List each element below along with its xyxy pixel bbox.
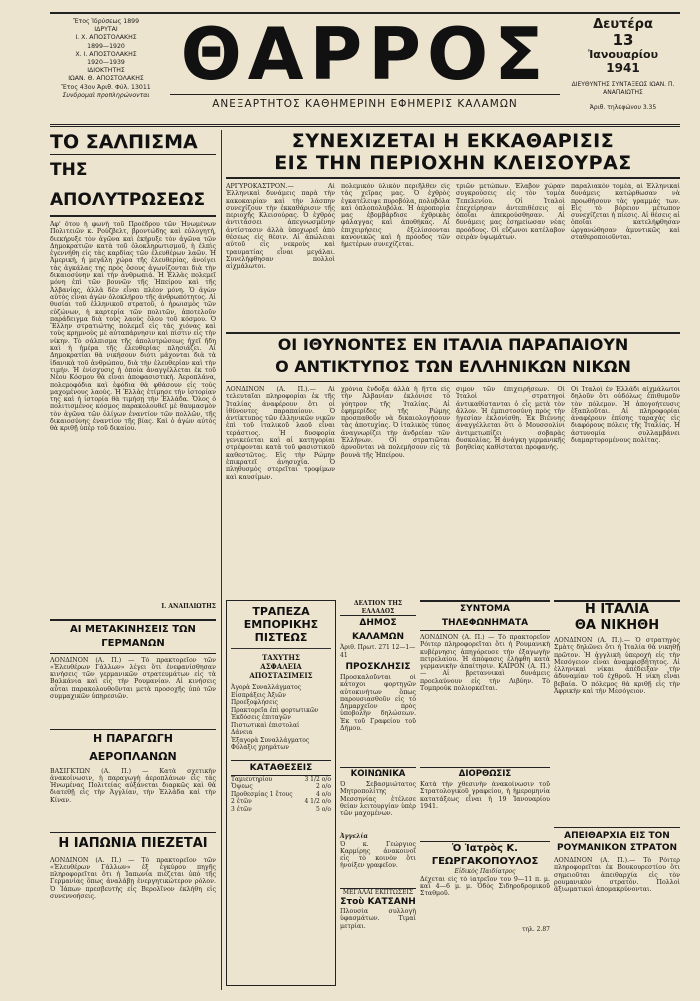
bank-speed: ΤΑΧΥΤΗΣ: [262, 653, 300, 662]
phone-number: Ἀριθ. τηλεφώνου 3.35: [589, 104, 657, 111]
middle-story-col-1: ΛΟΝΔΙΝΟΝ (Α. Π.).— Αἱ τελευταῖαι πληροφορίαι ἐκ τῆς Ἰταλίας ἀναφέρουν ὅτι οἱ ἰθύνοντες παραπαίουν. Ὁ ἀντίκτυπος τῶν ἑλληνικῶν νικῶν ἐπὶ τοῦ ἰταλικοῦ λαοῦ εἶναι τεράστιος. Ἡ δυσφορία γενικεύεται καὶ αἱ κατηγορίαι στρέφονται κατὰ τοῦ φασιστικοῦ καθεστῶτος. Εἰς τὴν Ρώμην ἐπικρατεῖ ἀνησυχία. Ὁ πληθυσμὸς στερεῖται τροφίμων καὶ καυσίμων.: [226, 386, 335, 481]
deposit-label: Προθεσμίας 1 ἔτους: [231, 790, 293, 798]
headline-italy: Η ΙΤΑΛΙΑ: [554, 600, 680, 618]
notices-column: [340, 600, 416, 986]
doctor-body: Δέχεται εἰς τὸ ἰατρεῖον του 9—11 π. μ. καὶ 4—6 μ. μ. Ὁδὸς Σιδηροδρομικοῦ Σταθμοῦ.: [420, 875, 550, 898]
correction-body: Κατὰ τὴν χθεσινὴν ἀνακοίνωσιν τοῦ Στρατολογικοῦ γραφείου, ἡ ἡμερομηνία κατατάξεως εἶναι ἡ 19 Ἰανουαρίου 1941.: [420, 781, 550, 810]
deposit-label: 2 ἐτῶν: [231, 798, 252, 805]
social-news-title: ΚΟΙΝΩΝΙΚΑ: [340, 767, 416, 781]
bank-service-1: Ἀγορὰ Συναλλάγματος: [231, 684, 302, 691]
germans-body: ΛΟΝΔΙΝΟΝ (Α. Π.) — Τὸ πρακτορεῖον τῶν «Ἐλευθέρων Γάλλων» λέγει ὅτι ἐνεφανίσθησαν κινήσεις τῶν γερμανικῶν στρατευμάτων εἰς τὰ Βαλκάνια καὶ εἰς τὴν Ρουμανίαν. Αἱ κινήσεις αὗται παρακολουθοῦνται μετὰ προσοχῆς ὑπὸ τῶν συμμαχικῶν ὑπηρεσιῶν.: [50, 656, 216, 700]
middle-headline-1: ΟΙ ΙΘΥΝΟΝΤΕΣ ΕΝ ΙΤΑΛΙΑ ΠΑΡΑΠΑΙΟΥΝ: [277, 335, 629, 354]
middle-headline-2: Ο ΑΝΤΙΚΤΥΠΟΣ ΤΩΝ ΕΛΛΗΝΙΚΩΝ ΝΙΚΩΝ: [226, 356, 680, 382]
headline-japan: Η ΙΑΠΩΝΙΑ ΠΙΕΖΕΤΑΙ: [50, 832, 216, 855]
issue-number: Ἔτος 43ον Ἀριθ. Φύλ. 13011: [61, 83, 151, 91]
bank-service-3: Προεξοφλήσεις: [231, 699, 278, 706]
italy-body: ΛΟΝΔΙΝΟΝ (Α. Π.).— Ὁ στρατηγὸς Σμὰτς δηλῶνει ὅτι ἡ Ἰταλία θὰ νικηθῇ πρῶτον. Ἡ ἀγγλικὴ ὑπεροχὴ εἰς τὴν Μεσόγειον εἶναι ἀναμφισβήτητος. Αἱ ἑλληνικαὶ νίκαι ἀπέδειξαν τὴν ἀδυναμίαν τοῦ ἐχθροῦ. Ἡ νίκη εἶναι βεβαία. Ὁ πόλεμος θὰ κριθῇ εἰς τὴν Ἀφρικὴν καὶ τὴν Μεσόγειον.: [554, 637, 680, 696]
deposit-label: Ταμιευτηρίου: [231, 775, 273, 783]
invitation-body: Προσκαλοῦνται οἱ κάτοχοι φορτηγῶν αὐτοκινήτων ὅπως παρουσιασθοῦν εἰς τὸ Δημαρχεῖον πρὸς ὑποβολὴν δηλώσεων. Ἐκ τοῦ Γραφείου τοῦ Δήμου.: [340, 674, 416, 733]
bank-safety: ΑΣΦΑΛΕΙΑ: [260, 662, 302, 671]
deposit-rate: 2 ο/ο: [316, 783, 331, 790]
doctor-specialty: Εἰδικὸς Παιδίατρος: [454, 868, 516, 875]
bulletin-title: ΔΕΛΤΙΟΝ ΤΗΣ ΕΛΛΑΔΟΣ: [340, 600, 416, 616]
top-headline-2: ΕΙΣ ΤΗΝ ΠΕΡΙΟΧΗΝ ΚΛΕΙΣΟΥΡΑΣ: [226, 152, 680, 179]
doctor-name: Ὁ Ἰατρὸς Κ. ΓΕΩΡΓΑΚΟΠΟΥΛΟΣ: [420, 841, 550, 868]
bank-advertisement: [226, 600, 336, 986]
announcement-title: Ἀγγελία: [340, 833, 368, 840]
masthead-date: [568, 18, 678, 111]
deposit-row: [231, 806, 331, 814]
date-year: 1941: [606, 61, 640, 75]
owner-name: ΙΩΑΝ. Θ. ΑΠΟΣΤΟΛΑΚΗΣ: [68, 75, 144, 83]
romanian-body: ΛΟΝΔΙΝΟΝ (Α. Π.).— Τὸ Ρόιτερ πληροφορεῖται ἐκ Βουκουρεστίου ὅτι σημειοῦται ἀπειθαρχία εἰς τὸν ρουμανικὸν στρατόν. Πολλοὶ ἀξιωματικοὶ ἀπομακρύνονται.: [554, 857, 680, 894]
telegraph-body: ΛΟΝΔΙΝΟΝ (Α. Π.) — Τὸ πρακτορεῖον Ρόιτερ πληροφορεῖται ὅτι ἡ Ρουμανικὴ κυβέρνησις ἀπηγόρευσε τὴν ἐξαγωγὴν πετρελαίου. Ἡ ἀπόφασις ἐλήφθη κατὰ γερμανικὴν ἀπαίτησιν. ΚΑΪΡΟΝ (Α. Π.) — Αἱ βρεταννικαὶ δυνάμεις προελαύνουν εἰς τὴν Λιβύην. Τὸ Τομπρούκ πολιορκεῖται.: [420, 634, 550, 693]
telegraph-column: [420, 600, 550, 986]
japan-body: ΛΟΝΔΙΝΟΝ (Α. Π.) — Τὸ πρακτορεῖον τῶν «Ἐλευθέρων Γάλλων» ἐξ ἐγκύρου πηγῆς πληροφορεῖται ὅτι ἡ Ἰαπωνία πιέζεται ὑπὸ τῆς Γερμανίας ὅπως ἀναλάβῃ ἐνεργητικώτερον ρόλον. Ὁ Ἰάπων πρεσβευτὴς εἰς Βερολῖνον ἐκλήθη εἰς συνεννοήσεις.: [50, 856, 216, 900]
top-story-col-4: παραλιακὸν τομέα, αἱ Ἑλληνικαὶ δυνάμεις κατώρθωσαν νὰ προωθήσουν τὰς γραμμάς των. Εἰς τὸ βόρειον μέτωπον συνεχίζεται ἡ πίεσις. Αἱ θέσεις αἱ ὁποῖαι κατελήφθησαν ὠργανώθησαν ἀμυντικῶς καὶ σταθεροποιοῦνται.: [571, 183, 680, 242]
bank-discretion: ΑΠΟΣΤΑΣΙΜΕΙΣ: [249, 671, 313, 680]
top-story-col-1: ΑΡΓΥΡΟΚΑΣΤΡΟΝ.— Αἱ Ἑλληνικαὶ δυνάμεις παρὰ τὴν κακοκαιρίαν καὶ τὴν λάσπην συνεχίζουν τὴν ἐκκαθάρισιν τῆς περιοχῆς Κλεισούρας. Ὁ ἐχθρὸς ἀντιτάσσει ἀπεγνωσμένην ἀντίστασιν ἀλλὰ ὑποχωρεῖ ἀπὸ θέσεως εἰς θέσιν. Αἱ ἀπώλειαι αὐτοῦ εἰς νεκροὺς καὶ τραυματίας εἶναι μεγάλαι. Συνελήφθησαν πολλοὶ αἰχμάλωτοι.: [226, 183, 335, 271]
shop-name: Στοὺ ΚΑΤΣΑΝΗ: [340, 897, 416, 907]
newspaper-subtitle: ΑΝΕΞΑΡΤΗΤΟΣ ΚΑΘΗΜΕΡΙΝΗ ΕΦΗΜΕΡΙΣ ΚΑΛΑΜΩΝ: [170, 94, 560, 110]
social-news-body: Ὁ Σεβασμιώτατος Μητροπολίτης Μεσσηνίας ἐτέλεσε θείαν λειτουργίαν ὑπὲρ τῶν μαχομένων.: [340, 781, 416, 818]
bank-service-2: Εἰσπράξεις Ἀξιῶν: [231, 691, 286, 699]
headline-salpisma: ΤΟ ΣΑΛΠΙΣΜΑ: [50, 130, 216, 155]
founder-2-years: 1920—1939: [87, 59, 125, 67]
correction-title: ΔΙΟΡΘΩΣΙΣ: [420, 767, 550, 781]
bank-service-8: Ἐξαγορὰ Συναλλάγματος: [231, 736, 310, 744]
left-column: [50, 130, 216, 990]
founder-2: Χ. Ι. ΑΠΟΣΤΟΛΑΚΗΣ: [75, 50, 137, 58]
bank-service-5: Ἐκδόσεις ἐπιταγῶν: [231, 714, 291, 721]
editorial-signature: Ι. ΑΝΑΠΛΙΩΤΗΣ: [161, 603, 216, 610]
bank-service-7: Δάνεια: [231, 729, 253, 736]
bank-service-4: Πρακτορεῖα ἐπὶ φορτωτικῶν: [231, 706, 319, 714]
newspaper-title: ΘΑΡΡΟΣ: [180, 12, 550, 96]
deposit-label: Ὄψεως: [231, 783, 253, 790]
invitation-title: ΠΡΟΣΚΛΗΣΙΣ: [345, 662, 411, 672]
headline-apolytroseos: ΤΗΣ ΑΠΟΛΥΤΡΩΣΕΩΣ: [50, 155, 216, 217]
masthead: [50, 12, 680, 127]
editorial-body: Ἀφ' ὅτου ἡ φωνὴ τοῦ Προέδρου τῶν Ἡνωμένων Πολιτειῶν κ. Ρούζβελτ, βροντώδης καὶ εὐλογητή, διεκήρυξε τὸν ἀγῶνα καὶ ἐκήρυξε τὸν ἀγῶνα τῶν Δημοκρατιῶν κατὰ τοῦ ὁλοκληρωτισμοῦ, ἡ ἐλπὶς ἐγεννήθη εἰς τὰς καρδίας τῶν ἐλευθέρων λαῶν. Ἡ Ἀμερική, ἡ μεγάλη χώρα τῆς ἐλευθερίας, ἀνοίγει τὰς ἀγκάλας της πρὸς ὅσους ἀγωνίζονται διὰ τὴν δικαιοσύνην καὶ τὴν ἀνθρωπιά. Ἡ Ἑλλὰς πολεμεῖ μόνη ἐπὶ τῶν βουνῶν τῆς Ἠπείρου καὶ τῆς Ἀλβανίας, ἀλλὰ δὲν εἶναι πλέον μόνη. Ὁ ἀγὼν αὐτὸς εἶναι ἀγὼν ὁλοκλήρου τῆς ἀνθρωπότητος. Αἱ θυσίαι τοῦ ἑλληνικοῦ στρατοῦ, ὁ ἡρωισμὸς τῶν εὐζώνων, ἡ καρτερία τῶν πολιτῶν, ἀποτελοῦν παράδειγμα διὰ τοὺς λαοὺς ὅλου τοῦ κόσμου. Ὁ Ἕλλην στρατιώτης πολεμεῖ εἰς τὰς χιόνας καὶ τοὺς κρημνοὺς μὲ αὐταπάρνησιν καὶ πίστιν εἰς τὴν νίκην. Τὸ σάλπισμα τῆς ἀπολυτρώσεως ἠχεῖ ἤδη καὶ ἡ ἡμέρα τῆς ἐλευθερίας πλησιάζει. Αἱ Δημοκρατίαι θὰ νικήσουν διότι μάχονται διὰ τὰ ἰδανικὰ τοῦ ἀνθρώπου, διὰ τὴν ἐλευθερίαν καὶ τὴν τιμήν. Ἡ ἐνίσχυσις ἡ ὁποία ἀναγγέλλεται ἐκ τοῦ Νέου Κόσμου θὰ εἶναι ἀποφασιστική. Ἀεροπλάνα, πολεμοφόδια καὶ ἐφόδια θὰ φθάσουν εἰς τοὺς μαχομένους λαούς. Ἡ Ἑλλὰς ἐτίμησε τὴν ἱστορίαν της καὶ ἡ ἱστορία θὰ τιμήσῃ τὴν Ἑλλάδα. Ὅλος ὁ πολιτισμένος κόσμος παρακολουθεῖ μὲ θαυμασμὸν τὸν ἀγῶνα τῶν ὀλίγων ἐναντίον τῶν πολλῶν, τῆς δικαιοσύνης ἐναντίον τῆς βίας. Καὶ ὁ ἀγὼν αὐτὸς θὰ κριθῇ ὑπὲρ τοῦ δικαίου.: [50, 221, 216, 433]
headline-aircraft: Η ΠΑΡΑΓΩΓΗ ΑΕΡΟΠΛΑΝΩΝ: [50, 729, 216, 766]
doctor-phone: τηλ. 2.87: [522, 925, 550, 933]
headline-germans: ΑΙ ΜΕΤΑΚΙΝΗΣΕΙΣ ΤΩΝ ΓΕΡΜΑΝΩΝ: [50, 619, 216, 654]
deposit-row: [231, 776, 331, 784]
top-headline-1: ΣΥΝΕΧΙΖΕΤΑΙ Η ΕΚΚΑΘΑΡΙΣΙΣ: [291, 130, 615, 152]
date-number: 13: [612, 31, 634, 49]
founder-1: Ι. Χ. ΑΠΟΣΤΟΛΑΚΗΣ: [75, 34, 137, 42]
owner-label: ΙΔΙΟΚΤΗΤΗΣ: [87, 67, 125, 75]
deposit-rate: 5 ο/ο: [316, 805, 331, 813]
middle-story: [226, 332, 680, 596]
deposits-title: ΚΑΤΑΘΕΣΕΙΣ: [231, 760, 331, 776]
deposit-row: [231, 783, 331, 791]
top-story-col-2: πολεμικὸν ὑλικὸν περιῆλθεν εἰς τὰς χεῖρας μας. Ὁ ἐχθρὸς ἐγκατέλειψε πυροβόλα, πολυβόλα καὶ ὁπλοπολυβόλα. Ἡ ἀεροπορία μας ἐβομβάρδισε ἐχθρικὰς φάλαγγας καὶ ἀποθήκας. Αἱ ἐπιχειρήσεις ἐξελίσσονται κανονικῶς καὶ ἡ πρόοδος τῶν ἡμετέρων συνεχίζεται.: [341, 183, 450, 249]
top-story: [226, 130, 680, 330]
deposit-row: [231, 798, 331, 806]
right-column: [554, 600, 680, 986]
middle-story-col-3: σιμον τῶν ἐπιχειρήσεων. Οἱ Ἰταλοὶ στρατηγοὶ ἀντικαθίστανται ὁ εἷς μετὰ τὸν ἄλλον. Ἡ ἐμπιστοσύνη πρὸς τὴν ἡγεσίαν ἐκλονίσθη. Ἐκ Βιέννης ἀναγγέλλεται ὅτι ὁ Μουσσολίνι ἀντιμετωπίζει σοβαρὰς δυσκολίας. Ἡ ἀνάγκη γερμανικῆς βοηθείας καθίσταται προφανής.: [456, 386, 565, 452]
municipality-name: ΔΗΜΟΣ ΚΑΛΑΜΩΝ: [351, 618, 404, 642]
middle-story-col-2: χρόνια ἔνδοξα ἀλλὰ ἡ ἥττα εἰς τὴν Ἀλβανίαν ἐκλόνισε τὸ γόητρον τῆς Ἰταλίας. Αἱ ἐφημερίδες τῆς Ρώμης προσπαθοῦν νὰ δικαιολογήσουν τὰς ἀποτυχίας. Ὁ ἰταλικὸς τύπος ἀναγνωρίζει τὴν ἀνδρείαν τῶν Ἑλλήνων. Οἱ στρατιῶται ἀρνοῦνται νὰ πολεμήσουν εἰς τὰ βουνὰ τῆς Ἠπείρου.: [341, 386, 450, 459]
aircraft-body: ΒΑΣΙΓΚΤΩΝ (Α. Π.) — Κατὰ σχετικὴν ἀνακοίνωσιν, ἡ παραγωγὴ ἀεροπλάνων εἰς τὰς Ἡνωμένας Πολιτείας αὐξάνεται διαρκῶς καὶ θὰ διατεθῇ εἰς τὴν Ἀγγλίαν, τὴν Ἑλλάδα καὶ τὴν Κίναν.: [50, 767, 216, 804]
date-month: Ἰανουαρίου: [587, 48, 659, 61]
deposit-label: 3 ἐτῶν: [231, 805, 252, 813]
headline-romanian-army: ΑΠΕΙΘΑΡΧΙΑ ΕΙΣ ΤΟΝ ΡΟΥΜΑΝΙΚΟΝ ΣΤΡΑΤΟΝ: [554, 827, 680, 854]
middle-story-col-4: Οἱ Ἰταλοὶ ἐν Ἑλλάδι αἰχμάλωτοι δηλοῦν ὅτι οὐδόλως ἐπιθυμοῦν τὸν πόλεμον. Ἡ ἀπογοήτευσις ἐξαπλοῦται. Αἱ πληροφορίαι ἀναφέρουν ἐπίσης ταραχὰς εἰς διαφόρους πόλεις τῆς Ἰταλίας. Ἡ ἀστυνομία συλλαμβάνει διαμαρτυρομένους πολίτας.: [571, 386, 680, 445]
reference-number: Ἀριθ. Πρωτ. 271 12—1—41: [340, 644, 416, 659]
shop-body: Πλουσία συλλογὴ ὑφασμάτων. Τιμαὶ μετρίαι.: [340, 908, 416, 930]
masthead-founders: [52, 18, 160, 100]
subscription-note: Συνδρομαὶ προπληρώνονται: [62, 91, 150, 99]
bank-service-9: Φύλαξις χρημάτων: [231, 744, 289, 751]
bank-service-6: Πιστωτικαὶ ἐπιστολαί: [231, 721, 300, 729]
date-day: Δευτέρα: [593, 17, 653, 32]
discounts-title: ΜΕΓΑΛΑΙ ΕΚΠΤΩΣΕΙΣ: [340, 888, 416, 897]
top-story-col-3: τριῶν μετώπων. Ἐλαβον χώραν συγκρούσεις εἰς τὸν τομέα Τεπελενίου. Οἱ Ἰταλοὶ ἐπεχείρησαν ἀντεπιθέσεις αἱ ὁποῖαι ἀπεκρούσθησαν. Αἱ δυνάμεις μας ἐσημείωσαν νέας προόδους. Οἱ εὔζωνοι κατέλαβον σειρὰν ὑψωμάτων.: [456, 183, 565, 242]
deposit-rate: 4 ο/ο: [316, 790, 331, 798]
headline-defeated: ΘΑ ΝΙΚΗΘΗ: [574, 618, 660, 633]
founded-year: Ἔτος Ἱδρύσεως 1899: [72, 18, 140, 25]
deposit-rate: 4 1/2 ο/ο: [304, 798, 331, 805]
column-rule-1: [221, 130, 222, 990]
bank-name: ΤΡΑΠΕΖΑ ΕΜΠΟΡΙΚΗΣ ΠΙΣΤΕΩΣ: [243, 605, 319, 644]
telegraph-title: ΣΥΝΤΟΜΑ ΤΗΛΕΦΩΝΗΜΑΤΑ: [420, 600, 550, 631]
founder-1-years: 1899—1920: [87, 42, 125, 50]
bank-divider: [231, 648, 331, 649]
announcement-body: Ὁ κ. Γεώργιος Καρμίρης ἀνακοινοῖ εἰς τὸ κοινὸν ὅτι ἠνοίξεν γραφεῖον.: [340, 840, 416, 870]
editor-in-chief: ΔΙΕΥΘΥΝΤΗΣ ΣΥΝΤΑΞΕΩΣ ΙΩΑΝ. Π. ΑΝΑΠΑΙΩΤΗΣ: [571, 81, 675, 96]
founders-label: ΙΔΡΥΤΑΙ: [94, 26, 118, 34]
deposit-row: [231, 791, 331, 799]
deposit-rate: 3 1/2 ο/ο: [304, 775, 331, 783]
